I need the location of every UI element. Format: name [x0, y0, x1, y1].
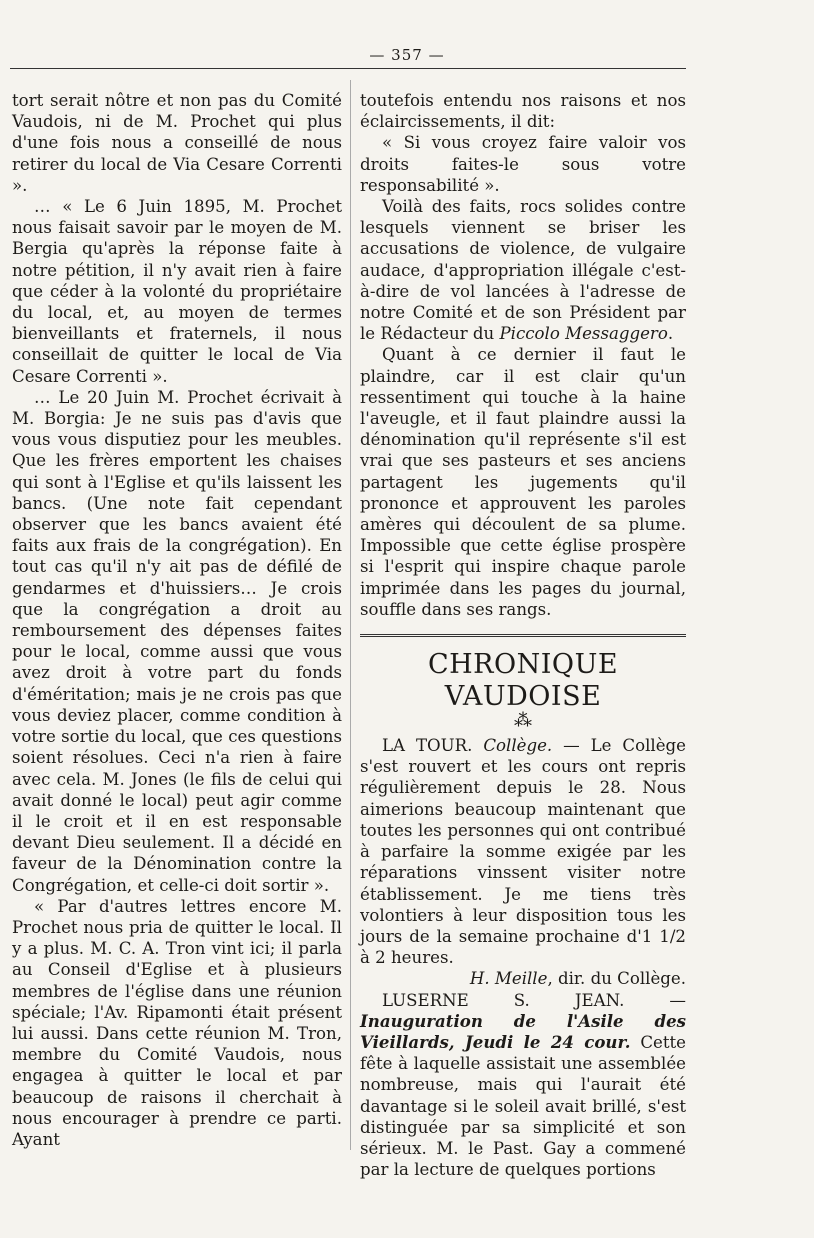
signature-name: H. Meille	[469, 969, 548, 989]
right-paragraph-4: Quant à ce dernier il faut le plaindre, car il est clair qu'un ressentiment qui touche à la haine l'aveugle, et il faut plaindre aussi la dénomination qu'il représente s'il est vrai que ses pasteurs et ses anciens partagent les jugements qu'il prononce et approuvent les paroles amères qui découlent de sa plume. Impossible que cette église prospère si l'esprit qui inspire chaque parole imprimée dans les pages du journal, souffle dans ses rangs.	[360, 345, 686, 619]
right-paragraph-2: « Si vous croyez faire valoir vos droits faites-le sous votre responsabilité ».	[360, 133, 686, 195]
place-la-tour: LA TOUR.	[382, 736, 484, 756]
right-paragraph-1: toutefois entendu nos raisons et nos éclaircissements, il dit:	[360, 91, 686, 132]
left-paragraph-1: tort serait nôtre et non pas du Comité Vaudois, ni de M. Prochet qui plus d'une fois nous a conseillé de nous retirer du local de Via Cesare Correnti ».	[12, 91, 342, 195]
right-paragraph-3	[360, 196, 686, 344]
news-luserne	[360, 990, 686, 1181]
header-rule	[10, 68, 686, 69]
luserne-text: Cette fête à laquelle assistait une assemblée nombreuse, mais qui l'aurait été davantage si le soleil avait brillé, s'est distinguée par sa simplicité et son sérieux. M. le Past. Gay a commené par la lecture de quelques portions	[360, 1032, 686, 1180]
left-paragraph-4: « Par d'autres lettres encore M. Prochet nous pria de quitter le local. Il y a plus. M. C. A. Tron vint ici; il parla au Conseil d'Eglise et à plusieurs membres de l'église dans une réunion spéciale; l'Av. Ripamonti était présent lui aussi. Dans cette réunion M. Tron, membre du Comité Vaudois, nous engagea à quitter le local et par beaucoup de raisons il cherchait à nous encourager à prendre ce parti. Ayant	[12, 896, 342, 1149]
left-column	[12, 90, 342, 1150]
page-number: — 357 —	[369, 46, 445, 64]
p3-text: Voilà des faits, rocs solides contre lesquels viennent se briser les accusations de violence, de vulgaire audace, d'appropriation illégale c'est-à-dire de vol lancées à l'adresse de notre Comité et de son Président par le Rédacteur du	[360, 197, 686, 344]
left-paragraph-2: … « Le 6 Juin 1895, M. Prochet nous faisait savoir par le moyen de M. Bergia qu'après la réponse faite à notre pétition, il n'y avait rien à faire que céder à la volonté du propriétaire du local, et, au moyen de termes bienveillants et fraternels, il nous conseillait de quitter le local de Via Cesare Correnti ».	[12, 197, 342, 386]
topic-asile: Inauguration de l'Asile des Vieillards, Jeudi le 24 cour.	[360, 1010, 686, 1052]
la-tour-text: — Le Collège s'est rouvert et les cours ont repris régulièrement depuis le 28. Nous aimerions beaucoup maintenant que toutes les personnes qui ont contribué à parfaire la somme exigée par les réparations vinssent visiter notre établissement. Je me tiens très volontiers à leur disposition tous les jours de la semaine prochaine d'1 1/2 à 2 heures.	[360, 736, 686, 968]
signature	[360, 968, 686, 989]
right-column	[360, 90, 686, 1180]
left-paragraph-3: … Le 20 Juin M. Prochet écrivait à M. Borgia: Je ne suis pas d'avis que vous vous disputiez pour les meubles. Que les frères emportent les chaises qui sont à l'Eglise et qu'ils laissent les bancs. (Une note fait cependant observer que les bancs avaient été faits aux frais de la congrégation). En tout cas qu'il n'y ait pas de défilé de gendarmes et d'huissiers… Je crois que la congrégation a droit au remboursement des dépenses faites pour le local, comme aussi que vous avez droit à votre part du fonds d'éméritation; mais je ne crois pas que vous deviez placer, comme condition à votre sortie du local, que ces questions soient résolues. Ceci n'a rien à faire avec cela. M. Jones (le fils de celui qui avait donné le local) peut agir comme il le croit et il en est responsable devant Dieu seulement. Il a décidé en faveur de la Dénomination contre la Congrégation, et celle-ci doit sortir ».	[12, 387, 342, 895]
section-title: CHRONIQUE VAUDOISE	[427, 649, 619, 713]
column-divider	[350, 80, 351, 1150]
section-rule	[360, 634, 686, 637]
news-la-tour	[360, 735, 686, 968]
asterism: ⁂	[514, 710, 532, 732]
place-luserne: LUSERNE S. JEAN. —	[382, 990, 686, 1010]
p3-end: .	[667, 324, 674, 344]
signature-title: , dir. du Collège.	[547, 969, 686, 989]
topic-college: Collège.	[483, 736, 553, 756]
newspaper-title: Piccolo Messaggero	[499, 324, 668, 344]
